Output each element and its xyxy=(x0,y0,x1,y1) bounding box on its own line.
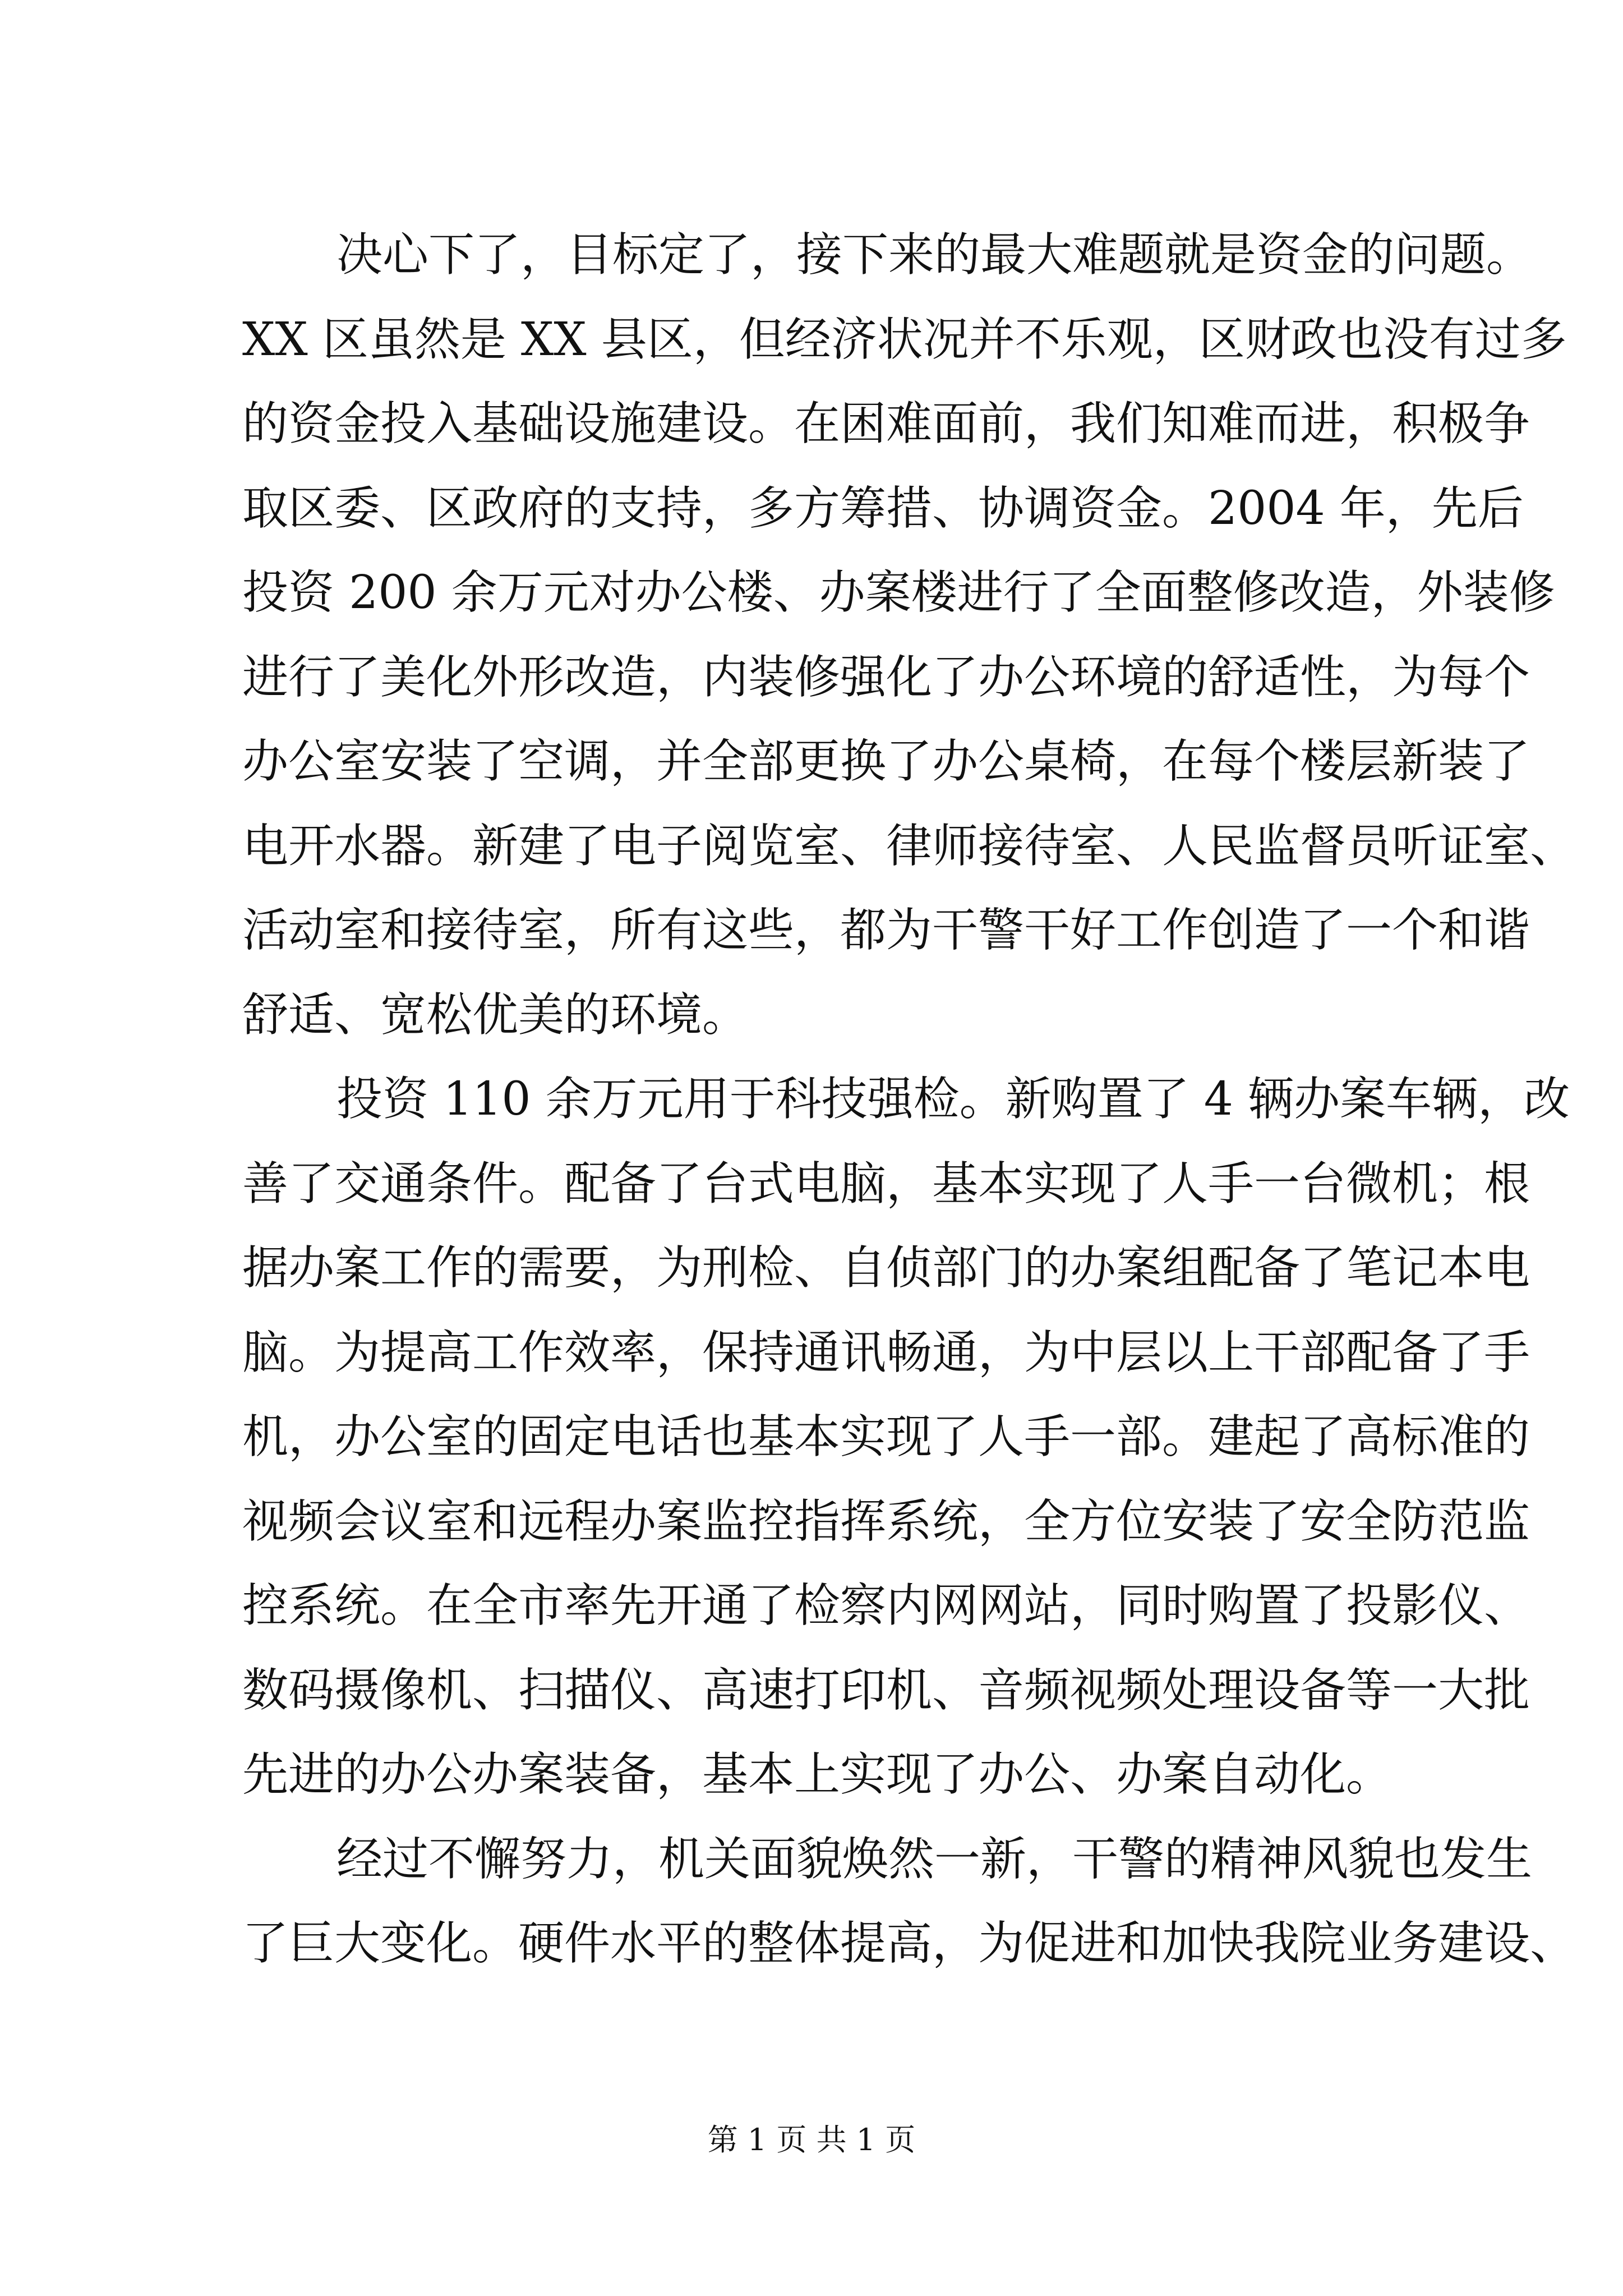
document-body xyxy=(242,213,1576,1986)
paragraph-2-line-4: 脑。为提高工作效率，保持通讯畅通，为中层以上干部配备了手 xyxy=(242,1326,1530,1379)
paragraph-1-line-10: 舒适、宽松优美的环境。 xyxy=(242,988,749,1042)
paragraph-2-line-6: 视频会议室和远程办案监控指挥系统，全方位安装了安全防范监 xyxy=(242,1494,1530,1548)
paragraph-2-line-8: 数码摄像机、扫描仪、高速打印机、音频视频处理设备等一大批 xyxy=(242,1663,1530,1717)
paragraph-2-line-1: 投资 110 余万元用于科技强检。新购置了 4 辆办案车辆，改 xyxy=(336,1073,1570,1126)
page-footer: 第 1 页 共 1 页 xyxy=(707,2122,916,2157)
paragraph-3-line-2: 了巨大变化。硬件水平的整体提高，为促进和加快我院业务建设、 xyxy=(242,1917,1576,1970)
paragraph-2-line-5: 机，办公室的固定电话也基本实现了人手一部。建起了高标准的 xyxy=(242,1410,1530,1464)
paragraph-1-line-4: 取区委、区政府的支持，多方筹措、协调资金。2004 年，先后 xyxy=(242,481,1524,535)
paragraph-1-line-7: 办公室安装了空调，并全部更换了办公桌椅，在每个楼层新装了 xyxy=(242,735,1530,788)
paragraph-1-line-9: 活动室和接待室，所有这些，都为干警干好工作创造了一个和谐 xyxy=(242,904,1530,957)
paragraph-1-line-6: 进行了美化外形改造，内装修强化了办公环境的舒适性，为每个 xyxy=(242,650,1530,704)
paragraph-1-line-8: 电开水器。新建了电子阅览室、律师接待室、人民监督员听证室、 xyxy=(242,819,1576,873)
paragraph-3-line-1: 经过不懈努力，机关面貌焕然一新，干警的精神风貌也发生 xyxy=(336,1832,1533,1886)
paragraph-1-line-2: XX 区虽然是 XX 县区，但经济状况并不乐观，区财政也没有过多 xyxy=(242,312,1567,366)
paragraph-1-line-1: 决心下了，目标定了，接下来的最大难题就是资金的问题。 xyxy=(336,228,1533,282)
paragraph-1-line-3: 的资金投入基础设施建设。在困难面前，我们知难而进，积极争 xyxy=(242,397,1530,450)
paragraph-1-line-5: 投资 200 余万元对办公楼、办案楼进行了全面整修改造，外装修 xyxy=(242,566,1555,619)
paragraph-2-line-3: 据办案工作的需要，为刑检、自侦部门的办案组配备了笔记本电 xyxy=(242,1241,1530,1295)
paragraph-2-line-2: 善了交通条件。配备了台式电脑，基本实现了人手一台微机；根 xyxy=(242,1157,1530,1211)
paragraph-2-line-9: 先进的办公办案装备，基本上实现了办公、办案自动化。 xyxy=(242,1748,1393,1801)
paragraph-2-line-7: 控系统。在全市率先开通了检察内网网站，同时购置了投影仪、 xyxy=(242,1579,1530,1632)
